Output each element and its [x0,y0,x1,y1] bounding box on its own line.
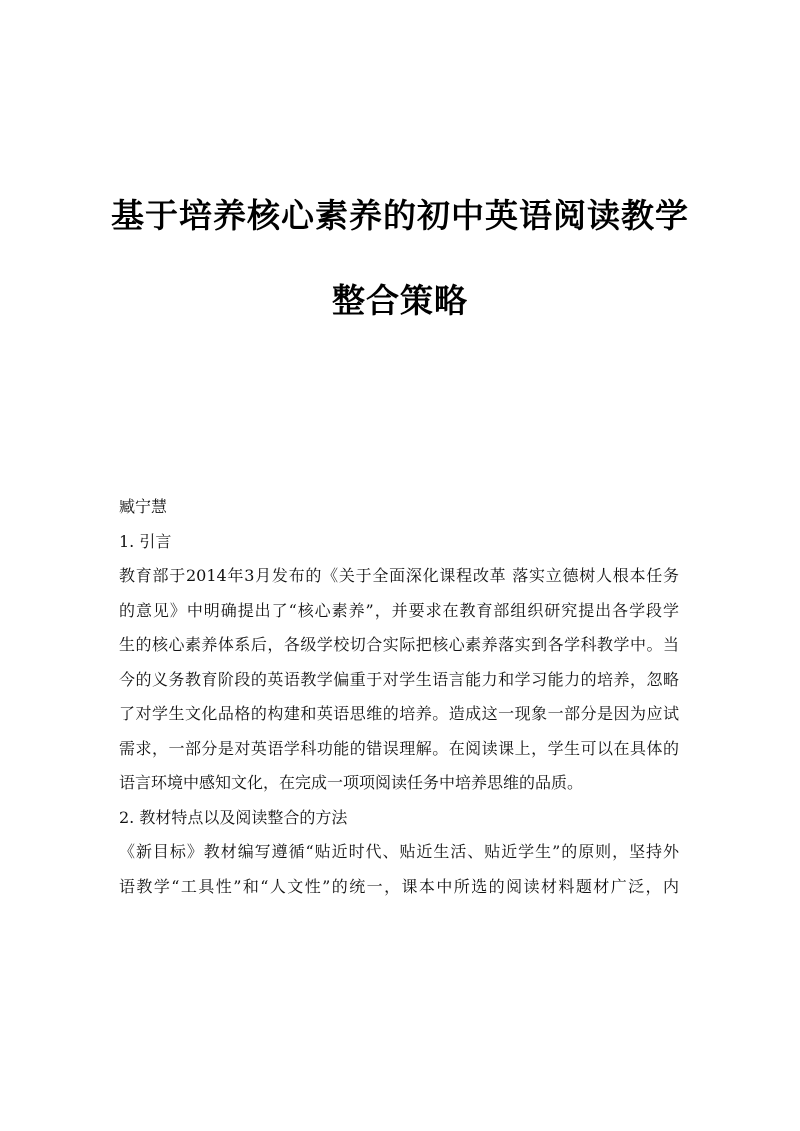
paragraph-line: 今的义务教育阶段的英语教学偏重于对学生语言能力和学习能力的培养，忽略 [119,669,679,689]
paragraph-line: 《新目标》教材编写遵循“贴近时代、贴近生活、贴近学生”的原则，坚持外 [119,842,679,861]
paragraph-line: 生的核心素养体系后，各级学校切合实际把核心素养落实到各学科教学中。当 [119,635,679,654]
paragraph-line: 了对学生文化品格的构建和英语思维的培养。造成这一现象一部分是因为应试 [119,704,679,723]
paragraph-line: 的意见》中明确提出了“核心素养”，并要求在教育部组织研究提出各学段学 [119,600,679,620]
paragraph-line: 语教学“工具性”和“人文性”的统一，课本中所选的阅读材料题材广泛，内 [119,876,679,896]
paragraph-line: 教育部于2014年3月发布的《关于全面深化课程改革 落实立德树人根本任务 [119,566,679,585]
section-heading: 1. 引言 [119,531,172,551]
document-title-line-1: 基于培养核心素养的初中英语阅读教学 [111,196,689,235]
paragraph-line: 需求，一部分是对英语学科功能的错误理解。在阅读课上，学生可以在具体的 [119,738,679,758]
section-heading: 2. 教材特点以及阅读整合的方法 [119,807,348,827]
document-title-line-2: 整合策略 [332,281,468,320]
document-body [119,490,679,904]
paragraph-line: 语言环境中感知文化，在完成一项项阅读任务中培养思维的品质。 [119,773,584,792]
section-paragraph [119,835,679,904]
section-paragraph [119,559,679,801]
author-name: 臧宁慧 [119,497,168,516]
